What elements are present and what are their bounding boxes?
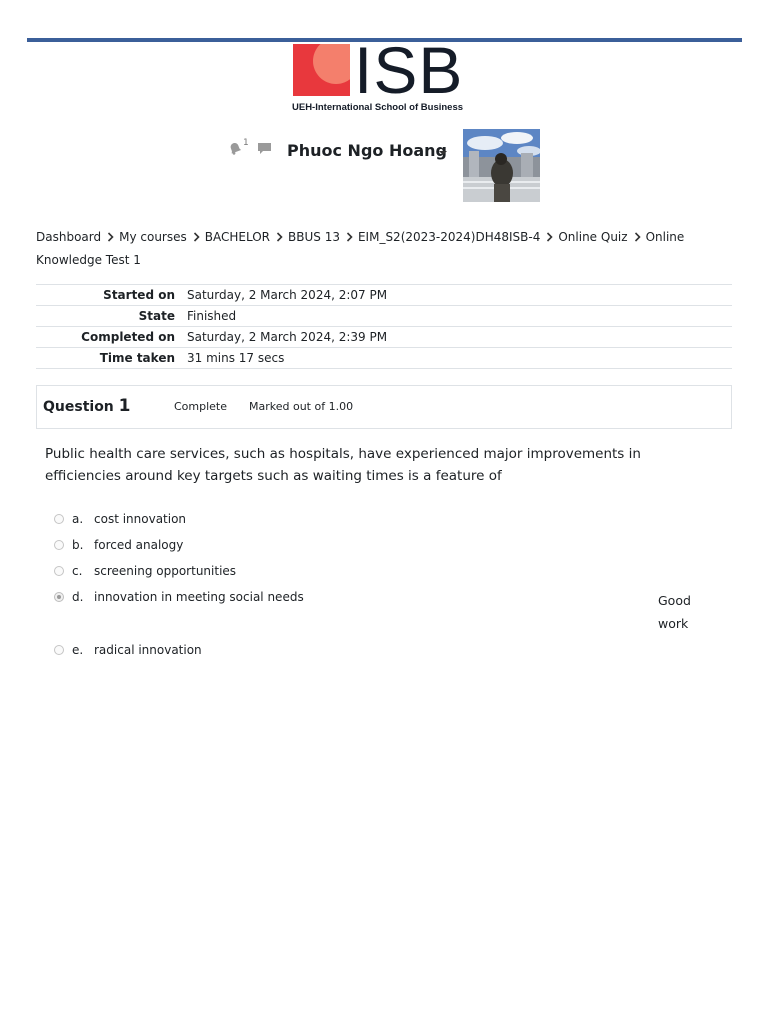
question-number-value: 1 bbox=[118, 396, 131, 416]
answer-text: screening opportunities bbox=[94, 564, 237, 578]
answer-text: forced analogy bbox=[94, 538, 184, 552]
bell-icon[interactable] bbox=[228, 140, 242, 154]
answer-letter: b. bbox=[72, 538, 84, 552]
avatar[interactable] bbox=[463, 129, 540, 202]
radio-button[interactable] bbox=[54, 645, 64, 655]
answer-option-a[interactable] bbox=[54, 509, 714, 535]
radio-button[interactable] bbox=[54, 540, 64, 550]
user-menu-bar bbox=[228, 128, 548, 204]
breadcrumb-my-courses[interactable]: My courses bbox=[119, 230, 187, 244]
logo-mark bbox=[293, 44, 350, 96]
logo-subtitle: UEH-International School of Business bbox=[292, 102, 464, 113]
question-number bbox=[43, 396, 131, 416]
answer-option-e[interactable] bbox=[54, 640, 714, 666]
summary-row bbox=[36, 285, 732, 306]
chevron-right-icon bbox=[193, 232, 200, 242]
question-text: Public health care services, such as hospitals, have experienced major improvements in efficiencies around key targets such as waiting times is a feature of bbox=[45, 446, 641, 484]
breadcrumb-bbus13[interactable]: BBUS 13 bbox=[288, 230, 340, 244]
answer-text: innovation in meeting social needs bbox=[94, 590, 304, 604]
quiz-summary-table bbox=[36, 284, 732, 369]
breadcrumb-online-quiz[interactable]: Online Quiz bbox=[558, 230, 628, 244]
answer-letter: c. bbox=[72, 564, 83, 578]
summary-value: Finished bbox=[187, 306, 732, 327]
summary-row bbox=[36, 306, 732, 327]
answer-text: cost innovation bbox=[94, 512, 187, 526]
question-label: Question bbox=[43, 399, 114, 415]
radio-button[interactable] bbox=[54, 514, 64, 524]
answer-feedback: Good work bbox=[658, 593, 691, 631]
breadcrumb bbox=[36, 226, 736, 272]
chevron-right-icon bbox=[107, 232, 114, 242]
caret-down-icon[interactable] bbox=[439, 151, 447, 155]
summary-value: 31 mins 17 secs bbox=[187, 348, 732, 369]
answer-option-c[interactable] bbox=[54, 561, 714, 587]
breadcrumb-current[interactable]: Online Knowledge Test 1 bbox=[36, 230, 685, 267]
user-name[interactable]: Phuoc Ngo Hoang bbox=[287, 141, 447, 160]
answer-letter: e. bbox=[72, 643, 84, 657]
notification-count: 1 bbox=[243, 138, 249, 148]
chat-icon[interactable] bbox=[257, 141, 272, 155]
summary-label: Started on bbox=[36, 285, 187, 306]
summary-value: Saturday, 2 March 2024, 2:07 PM bbox=[187, 285, 732, 306]
isb-logo[interactable] bbox=[292, 33, 482, 116]
summary-row bbox=[36, 348, 732, 369]
chevron-right-icon bbox=[546, 232, 553, 242]
radio-button[interactable] bbox=[54, 566, 64, 576]
answer-letter: a. bbox=[72, 512, 84, 526]
answer-letter: d. bbox=[72, 590, 84, 604]
question-state: Complete bbox=[174, 400, 228, 413]
summary-value: Saturday, 2 March 2024, 2:39 PM bbox=[187, 327, 732, 348]
answer-text: radical innovation bbox=[94, 643, 202, 657]
logo-wordmark: ISB bbox=[354, 33, 464, 107]
summary-label: State bbox=[36, 306, 187, 327]
question-info bbox=[36, 385, 732, 429]
chevron-right-icon bbox=[346, 232, 353, 242]
answer-option-d[interactable] bbox=[54, 587, 714, 640]
breadcrumb-bachelor[interactable]: BACHELOR bbox=[204, 230, 271, 244]
chevron-right-icon bbox=[634, 232, 641, 242]
answer-list bbox=[54, 509, 714, 666]
chevron-right-icon bbox=[276, 232, 283, 242]
summary-label: Time taken bbox=[36, 348, 187, 369]
breadcrumb-dashboard[interactable]: Dashboard bbox=[36, 230, 102, 244]
breadcrumb-course[interactable]: EIM_S2(2023-2024)DH48ISB-4 bbox=[357, 230, 541, 244]
radio-button-selected[interactable] bbox=[54, 592, 64, 602]
summary-row bbox=[36, 327, 732, 348]
answer-option-b[interactable] bbox=[54, 535, 714, 561]
question-grade: Marked out of 1.00 bbox=[249, 400, 354, 413]
summary-label: Completed on bbox=[36, 327, 187, 348]
